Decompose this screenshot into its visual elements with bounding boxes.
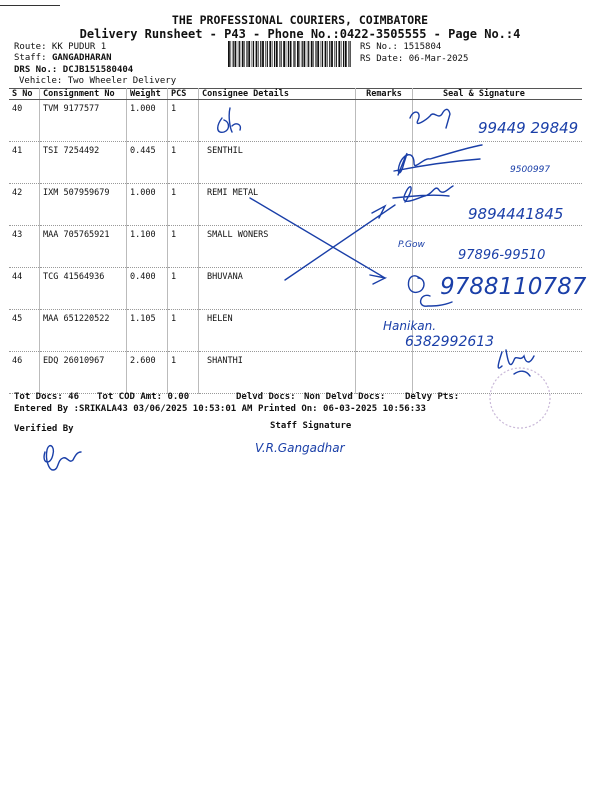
barcode-bar [293,41,294,67]
cell-consignee-details: SENTHIL [199,142,356,184]
phone-row40: 99449 29849 [478,119,579,137]
col-header-consignment: Consignment No [40,89,127,100]
barcode-bar [260,41,261,67]
delivered-docs: Delvd Docs: [236,392,296,402]
barcode-bar [239,41,240,67]
cell-pcs: 1 [168,310,199,352]
cell-pcs: 1 [168,184,199,226]
barcode-bar [297,41,299,67]
cell-sno: 44 [9,268,40,310]
non-delivered-docs: Non Delvd Docs: [304,392,386,402]
col-header-sno: S No [9,89,40,100]
cell-sno: 43 [9,226,40,268]
cell-seal-signature [413,142,583,184]
table-row [9,100,582,142]
tot-docs: Tot Docs: 46 [14,392,80,402]
cell-seal-signature [413,184,583,226]
barcode-bar [345,41,347,67]
table-row [9,226,582,268]
cell-consignment-no: TCG 41564936 [40,268,127,310]
cell-remarks [356,352,413,394]
barcode-bar [248,41,250,67]
barcode-bar [238,41,239,67]
cell-remarks [356,310,413,352]
table-header-row [9,89,582,100]
cell-sno: 42 [9,184,40,226]
cell-pcs: 1 [168,352,199,394]
entered-by: Entered By :SRIKALA43 03/06/2025 10:53:01 AM [14,404,253,414]
barcode-bar [231,41,232,67]
cell-weight: 1.000 [127,184,168,226]
cell-seal-signature [413,268,583,310]
cell-weight: 1.105 [127,310,168,352]
barcode-bar [276,41,278,67]
phone-row45: 6382992613 [405,334,495,350]
cell-consignment-no: TSI 7254492 [40,142,127,184]
barcode [228,41,354,67]
cell-sno: 40 [9,100,40,142]
barcode-bar [348,41,349,67]
verified-by-signature [44,446,81,470]
phone-row41: 9500997 [510,165,551,175]
barcode-bar [253,41,254,67]
cell-sno: 41 [9,142,40,184]
barcode-bar [281,41,282,67]
barcode-bar [336,41,337,67]
cell-pcs: 1 [168,226,199,268]
barcode-bar [246,41,247,67]
col-header-consignee: Consignee Details [199,89,356,100]
cell-consignment-no: MAA 651220522 [40,310,127,352]
cell-seal-signature [413,100,583,142]
cell-weight: 2.600 [127,352,168,394]
barcode-bar [235,41,237,67]
barcode-bar [317,41,319,67]
drs-number: DCJB151580404 [62,65,134,75]
barcode-bar [329,41,330,67]
cell-seal-signature [413,352,583,394]
barcode-bar [331,41,333,67]
cell-remarks [356,268,413,310]
staff-signature-written: V.R.Gangadhar [255,441,345,455]
cell-seal-signature [413,226,583,268]
barcode-bar [265,41,266,67]
cell-remarks [356,184,413,226]
cell-remarks [356,142,413,184]
rs-date: RS Date: 06-Mar-2025 [360,54,469,64]
cell-consignment-no: MAA 705765921 [40,226,127,268]
cell-pcs: 1 [168,268,199,310]
cell-consignee-details: SMALL WONERS [199,226,356,268]
barcode-bar [233,41,234,67]
barcode-bar [258,41,259,67]
barcode-bar [256,41,258,67]
barcode-bar [327,41,328,67]
table-row [9,310,582,352]
cell-consignee-details: REMI METAL [199,184,356,226]
col-header-pcs: PCS [168,89,199,100]
cell-consignee-details: BHUVANA [199,268,356,310]
barcode-bar [274,41,275,67]
barcode-bar [288,41,289,67]
barcode-bar [343,41,344,67]
cell-sno: 45 [9,310,40,352]
tot-cod-amount: Tot COD Amt: 0.00 [97,392,190,402]
cell-remarks [356,100,413,142]
cell-weight: 1.100 [127,226,168,268]
barcode-bar [313,41,314,67]
table-row [9,184,582,226]
cell-consignee-details [199,100,356,142]
barcode-bar [262,41,264,67]
barcode-bar [338,41,340,67]
barcode-bar [242,41,244,67]
barcode-bar [321,41,322,67]
barcode-bar [308,41,309,67]
name-row43: P.Gow [398,240,425,250]
cell-seal-signature [413,310,583,352]
barcode-bar [283,41,285,67]
barcode-bar [244,41,245,67]
phone-row44: 9788110787 [440,274,587,300]
barcode-bar [269,41,271,67]
phone-row43: 97896-99510 [458,248,546,263]
col-header-seal: Seal & Signature [413,89,583,100]
barcode-bar [315,41,316,67]
runsheet-subtitle: Delivery Runsheet - P43 - Phone No.:0422-3505555 - Page No.:4 [79,27,521,41]
runsheet-table [9,88,582,394]
barcode-bar [290,41,292,67]
barcode-bar [311,41,313,67]
barcode-bar [228,41,230,67]
barcode-bar [267,41,268,67]
cell-consignee-details: HELEN [199,310,356,352]
cell-consignment-no: IXM 507959679 [40,184,127,226]
table-row [9,268,582,310]
drs-row [14,65,133,75]
barcode-bar [300,41,301,67]
barcode-bar [302,41,303,67]
barcode-bar [252,41,253,67]
rs-number: RS No.: 1515804 [360,42,442,52]
staff-name: GANGADHARAN [51,53,112,63]
table-row [9,142,582,184]
barcode-bar [341,41,342,67]
barcode-bar [272,41,273,67]
staff-signature-label: Staff Signature [270,421,352,431]
phone-row42: 9894441845 [468,205,564,223]
printed-on: Printed On: 06-03-2025 10:56:33 [258,404,426,414]
table-row [9,352,582,394]
cell-consignment-no: TVM 9177577 [40,100,127,142]
col-header-weight: Weight [127,89,168,100]
barcode-bar [350,41,351,67]
barcode-bar [286,41,287,67]
cell-pcs: 1 [168,100,199,142]
barcode-bar [279,41,280,67]
cell-sno: 46 [9,352,40,394]
staff-label: Staff: [14,53,47,63]
cell-weight: 0.400 [127,268,168,310]
top-rule [0,5,60,6]
drs-label: DRS No.: [14,65,58,75]
barcode-bar [334,41,335,67]
barcode-bar [325,41,327,67]
cell-consignee-details: SHANTHI [199,352,356,394]
barcode-bar [294,41,295,67]
route-label: Route: KK PUDUR 1 [14,42,107,52]
barcode-bar [322,41,323,67]
delivery-points: Delvy Pts: [405,392,460,402]
company-title: THE PROFESSIONAL COURIERS, COIMBATORE [171,13,429,27]
cell-consignment-no: EDQ 26010967 [40,352,127,394]
cell-weight: 0.445 [127,142,168,184]
staff-row [14,53,112,63]
barcode-bar [304,41,306,67]
vehicle-label: Vehicle: Two Wheeler Delivery [19,76,177,86]
cell-pcs: 1 [168,142,199,184]
barcode-bar [307,41,308,67]
name-row45: Hanikan. [383,319,437,333]
col-header-remarks: Remarks [356,89,413,100]
cell-weight: 1.000 [127,100,168,142]
cell-remarks [356,226,413,268]
verified-by-label: Verified By [14,424,74,434]
